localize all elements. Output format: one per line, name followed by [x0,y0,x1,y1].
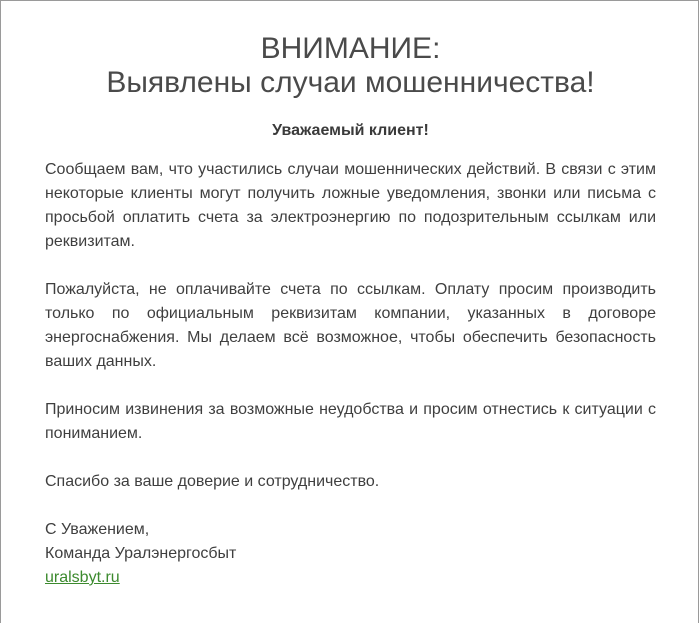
website-link[interactable]: uralsbyt.ru [45,569,120,586]
notice-title-line2: Выявлены случаи мошенничества! [106,66,595,99]
paragraph-thanks: Спасибо за ваше доверие и сотрудничество. [45,473,380,490]
paragraph-payment-advice: Пожалуйста, не оплачивайте счета по ссылкам. Оплату просим производить только по официальным реквизитам компании, указанных в договоре энергоснабжения. Мы делаем всё возможное, чтобы обеспечить безопасность ваших данных. [45,281,656,370]
notice-title-line1: ВНИМАНИЕ: [260,32,441,65]
notice-body [45,158,656,590]
paragraph-apology: Приносим извинения за возможные неудобства и просим отнестись к ситуации с пониманием. [45,401,656,442]
signature-team: Команда Уралэнергосбыт [45,545,237,562]
paragraph-fraud-info: Сообщаем вам, что участились случаи мошеннических действий. В связи с этим некоторые клиенты могут получить ложные уведомления, звонки или письма с просьбой оплатить счета за электроэнергию по подозрительным ссылкам или реквизитам. [45,161,656,250]
signature-regards: С Уважением, [45,521,150,538]
greeting: Уважаемый клиент! [272,122,429,139]
signature-link-row [45,566,656,590]
